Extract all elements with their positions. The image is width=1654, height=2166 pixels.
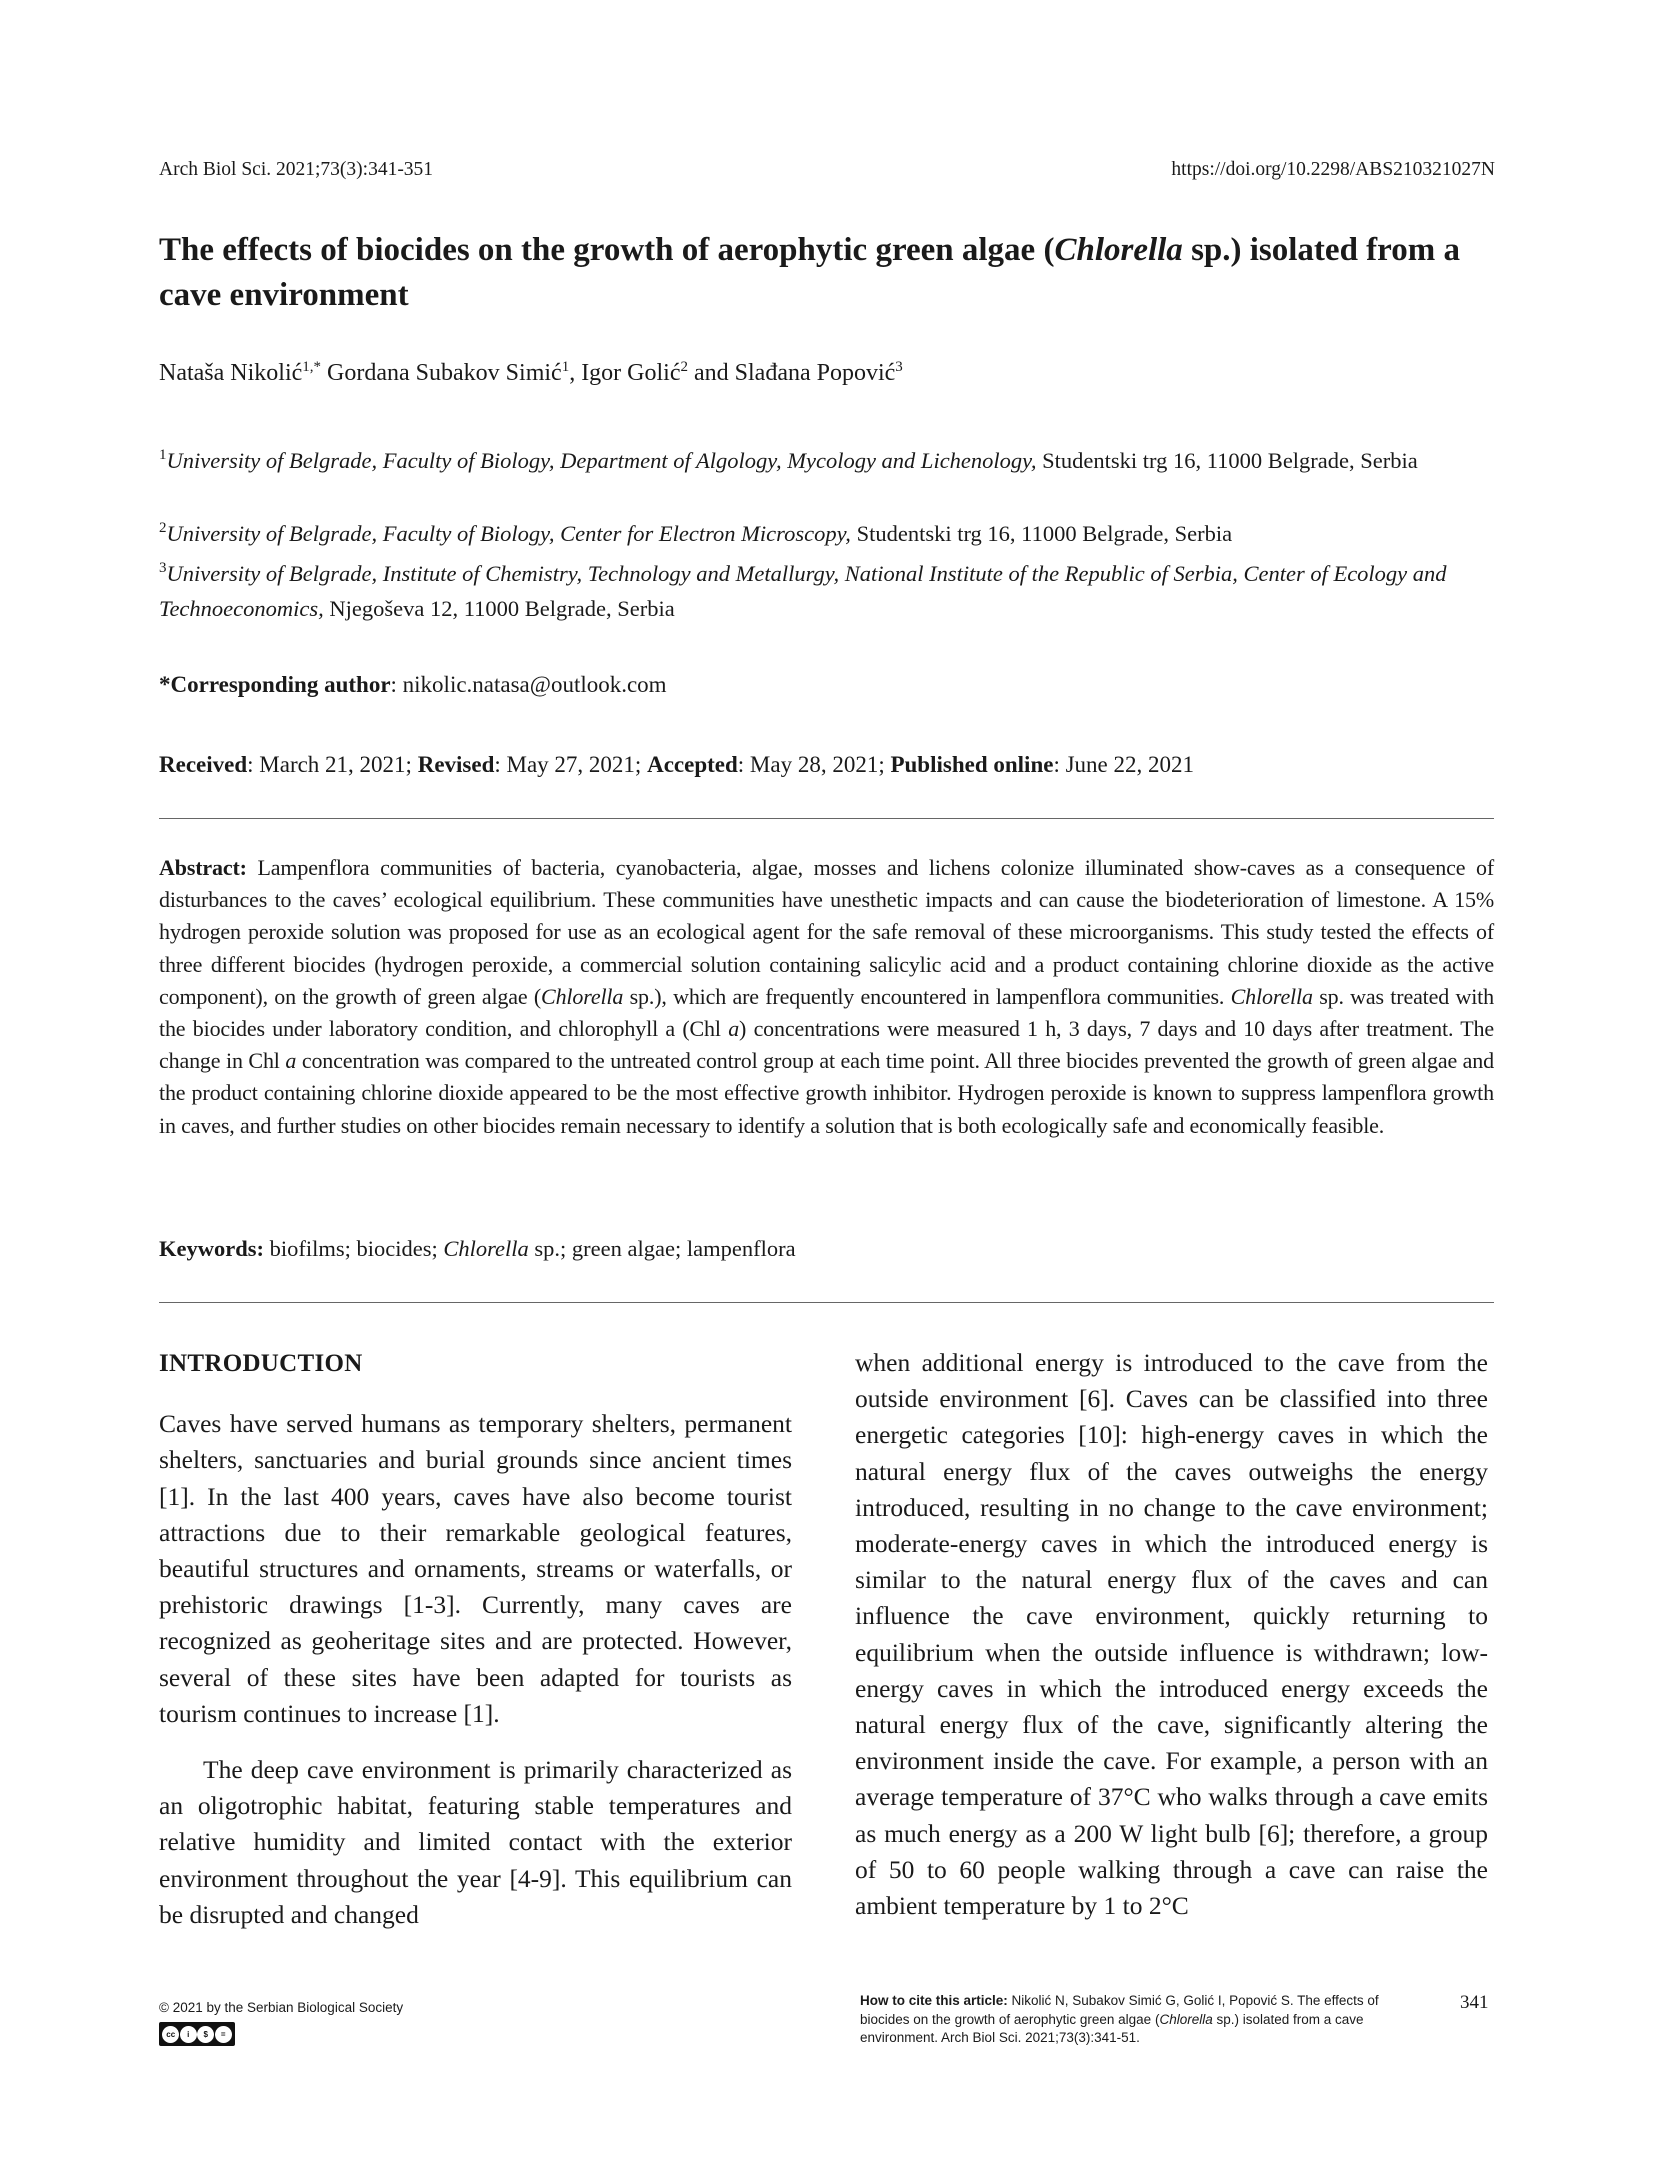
author-name: Igor Golić <box>581 360 681 386</box>
author-name: Nataša Nikolić <box>159 360 303 386</box>
corresponding-email[interactable]: : nikolic.natasa@outlook.com <box>390 672 667 697</box>
cc-icon: cc <box>162 2026 179 2043</box>
author-list: Nataša Nikolić$^{1,*}$ Gordana Subakov Simić$^1$, Igor Golić$^2$ and Slađana Popović$^3$ <box>159 359 903 386</box>
paragraph: Caves have served humans as temporary shelters, permanent shelters, sanctuaries and burial grounds since ancient times [1]. In the last 400 years, caves have also become tourist attractions due to their remarkable geological features, beautiful structures and ornaments, streams or waterfalls, or prehistoric drawings [1-3]. Currently, many caves are recognized as geoheritage sites and are protected. However, several of these sites have been adapted for tourists as tourism continues to increase [1]. <box>159 1409 792 1728</box>
affiliation: $^3$University of Belgrade, Institute of Chemistry, Technology and Metallurgy, National Institute of the Republic of Serbia, Center of Ecology and Technoeconomics, Njegoševa 12, 11000 Belgrade, Serbia <box>159 560 1447 621</box>
by-icon: i <box>180 2026 197 2043</box>
divider <box>159 818 1494 819</box>
affiliation: $^2$University of Belgrade, Faculty of Biology, Center for Electron Microscopy, Studentski trg 16, 11000 Belgrade, Serbia <box>159 520 1233 546</box>
abstract: Abstract: Lampenflora communities of bacteria, cyanobacteria, algae, mosses and lichens colonize illuminated show-caves as a consequence of disturbances to the caves’ ecological equilibrium. These communities have unesthetic impacts and can cause the biodeterioration of limestone. A 15% hydrogen peroxide solution was proposed for use as an ecological agent for the safe removal of these microorganisms. This study tested the effects of three different biocides (hydrogen peroxide, a commercial solution containing salicylic acid and a product containing chlorine dioxide as the active component), on the growth of green algae (Chlorella sp.), which are frequently encountered in lampenflora communities. Chlorella sp. was treated with the biocides under laboratory condition, and chlorophyll a (Chl a) concentrations were measured 1 h, 3 days, 7 days and 10 days after treatment. The change in Chl a concentration was compared to the untreated control group at each time point. All three biocides prevented the growth of green algae and the product containing chlorine dioxide appeared to be the most effective growth inhibitor. Hydrogen peroxide is known to suppress lampenflora growth in caves, and further studies on other biocides remain necessary to identify a solution that is both ecologically safe and economically feasible. <box>159 855 1495 1138</box>
cc-license-icon[interactable] <box>159 2022 235 2046</box>
paragraph: when additional energy is introduced to the cave from the outside environment [6]. Caves can be classified into three energetic categories [10]: high-energy caves in which the natural energy flux of the caves outweighs the energy introduced, resulting in no change to the cave environment; moderate-energy caves in which the introduced energy is similar to the natural energy flux of the caves and can influence the cave environment, quickly returning to equilibrium when the outside influence is withdrawn; low-energy caves in which the introduced energy exceeds the natural energy flux of the cave, significantly altering the environment inside the cave. For example, a person with an average temperature of 37°C who walks through a cave emits as much energy as a 200 W light bulb [6]; therefore, a group of 50 to 60 people walking through a cave can raise the ambient temperature by 1 to 2°C <box>855 1348 1488 1921</box>
author-name: Slađana Popović <box>734 360 896 386</box>
section-heading: INTRODUCTION <box>159 1350 363 1377</box>
body-column-right <box>855 1345 1488 1924</box>
nc-icon: $ <box>197 2026 214 2043</box>
article-title: The effects of biocides on the growth of aerophytic green algae (Chlorella sp.) isolated from a cave environment <box>159 232 1460 313</box>
paragraph: The deep cave environment is primarily characterized as an oligotrophic habitat, featuring stable temperatures and relative humidity and limited contact with the exterior environment throughout the year [4-9]. This equilibrium can be disrupted and changed <box>159 1755 792 1929</box>
nd-icon: = <box>215 2026 232 2043</box>
journal-citation: Arch Biol Sci. 2021;73(3):341-351 <box>159 159 434 180</box>
journal-header <box>159 159 1495 189</box>
article-dates: Received: March 21, 2021; Revised: May 27, 2021; Accepted: May 28, 2021; Published online: June 22, 2021 <box>159 752 1195 777</box>
author-name: Gordana Subakov Simić <box>327 360 562 386</box>
keywords: Keywords: biofilms; biocides; Chlorella sp.; green algae; lampenflora <box>159 1236 796 1261</box>
copyright: © 2021 by the Serbian Biological Society <box>159 2000 404 2015</box>
affiliation: $^1$University of Belgrade, Faculty of Biology, Department of Algology, Mycology and Lichenology, Studentski trg 16, 11000 Belgrade, Serbia <box>159 447 1418 473</box>
how-to-cite: How to cite this article: Nikolić N, Subakov Simić G, Golić I, Popović S. The effects of biocides on the growth of aerophytic green algae (Chlorella sp.) isolated from a cave environment. Arch Biol Sci. 2021;73(3):341-51. <box>860 1993 1379 2045</box>
divider <box>159 1302 1494 1303</box>
doi-link[interactable]: https://doi.org/10.2298/ABS210321027N <box>1171 159 1495 180</box>
corresponding-author: *Corresponding author: nikolic.natasa@outlook.com <box>159 672 667 697</box>
page-number: 341 <box>1460 1992 1489 2013</box>
body-column-left <box>159 1346 792 1933</box>
